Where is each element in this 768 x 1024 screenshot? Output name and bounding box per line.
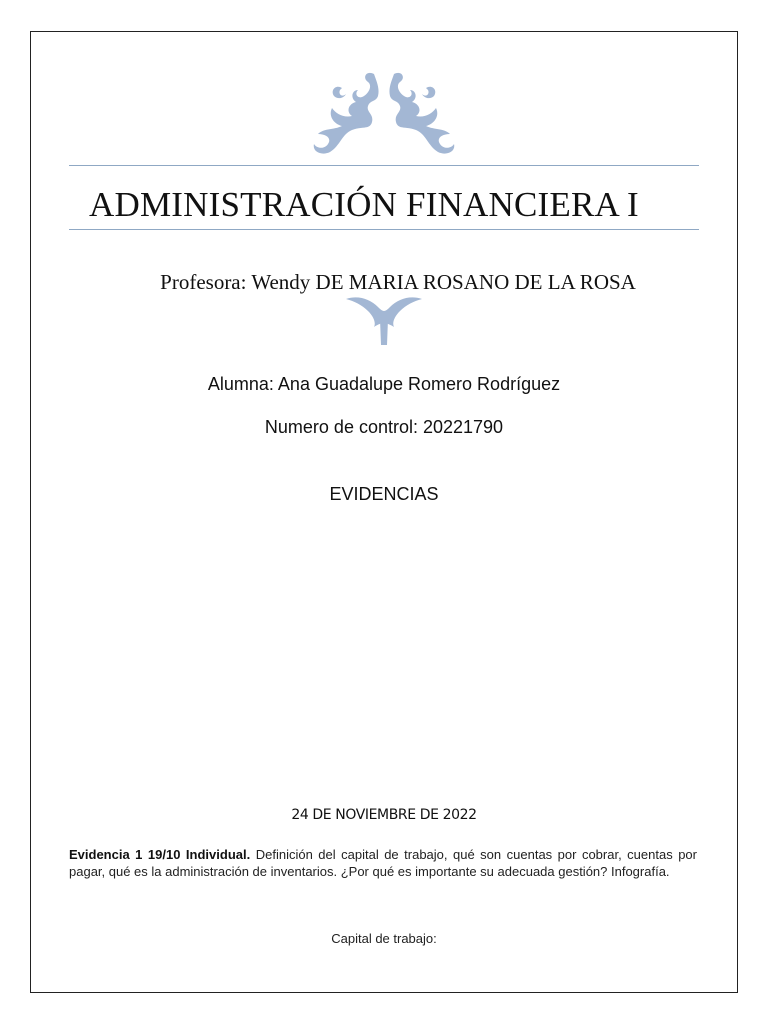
scroll-flourish-icon bbox=[306, 68, 462, 154]
professor-line: Profesora: Wendy DE MARIA ROSANO DE LA ROSA bbox=[160, 270, 636, 294]
document-title: ADMINISTRACIÓN FINANCIERA I bbox=[89, 185, 639, 224]
section-heading: EVIDENCIAS bbox=[329, 484, 439, 504]
evidence-paragraph bbox=[69, 847, 697, 880]
fleur-flourish-icon bbox=[344, 293, 424, 347]
document-date: 24 DE NOVIEMBRE DE 2022 bbox=[291, 807, 477, 823]
student-name: Alumna: Ana Guadalupe Romero Rodríguez bbox=[207, 374, 561, 394]
title-rule-bottom bbox=[69, 229, 699, 230]
evidence-label: Evidencia 1 19/10 Individual. bbox=[69, 847, 251, 862]
control-number: Numero de control: 20221790 bbox=[264, 417, 504, 437]
evidence-description: Definición del capital de trabajo, qué son cuentas por cobrar, cuentas por pagar, qué es la administración de inventarios. ¿Por qué es importante su adecuada gestión? Infografía. bbox=[69, 847, 697, 879]
subheading: Capital de trabajo: bbox=[331, 931, 437, 946]
title-rule-top bbox=[69, 165, 699, 166]
